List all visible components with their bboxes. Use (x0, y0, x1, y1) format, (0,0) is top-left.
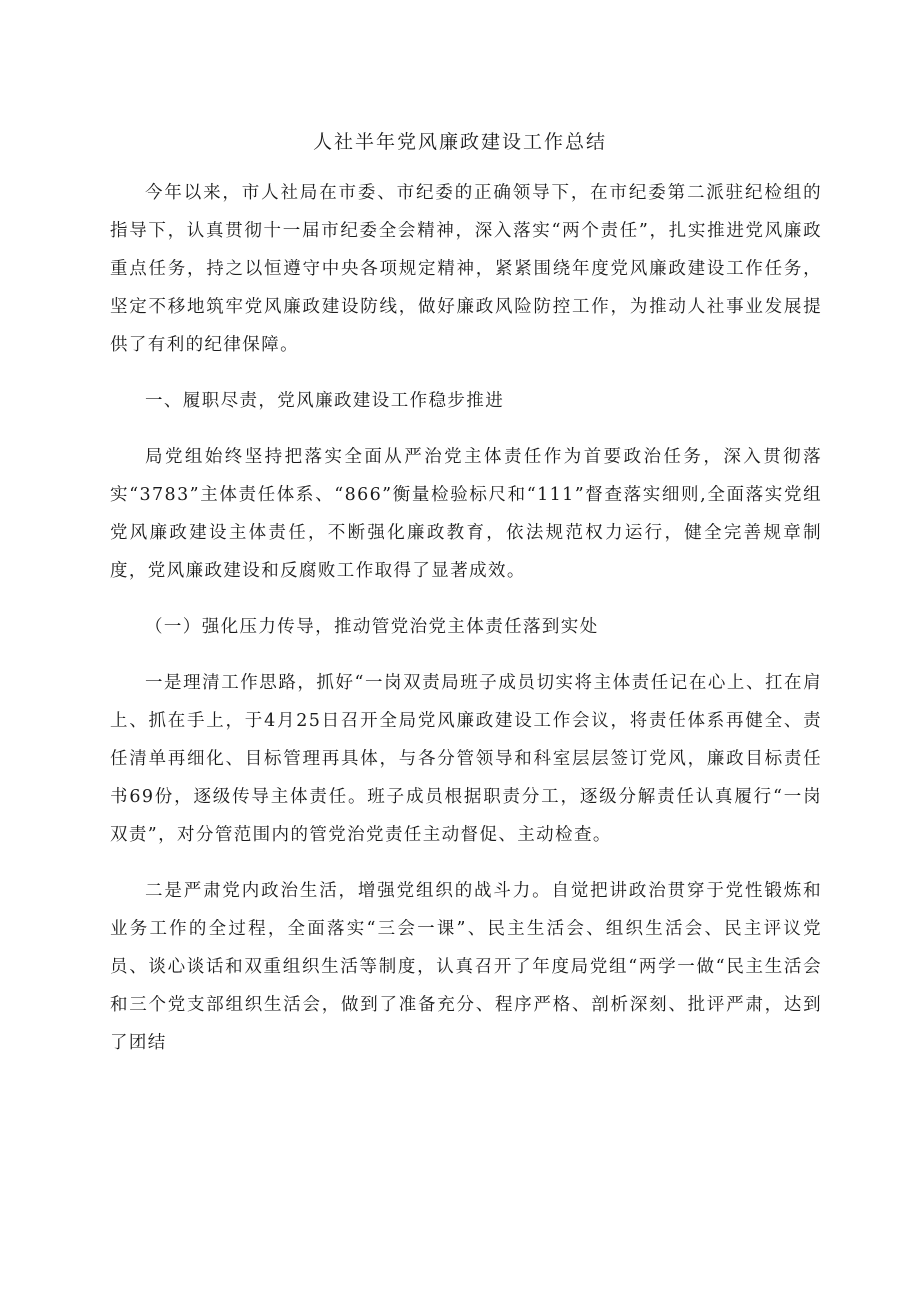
subsection-heading-1: （一）强化压力传导，推动管党治党主体责任落到实处 (145, 617, 599, 637)
document-body (110, 174, 822, 1080)
document-title: 人社半年党风廉政建设工作总结 (312, 131, 607, 153)
section-1-paragraph: 局党组始终坚持把落实全面从严治党主体责任作为首要政治任务，深入贯彻落实“3783”主体责任体系、“866”衡量检验标尺和“111”督查落实细则,全面落实党组党风廉政建设主体责任，不断强化廉政教育，依法规范权力运行，健全完善规章制度，党风廉政建设和反腐败工作取得了显著成效。 (110, 447, 822, 581)
item-two-paragraph: 二是严肃党内政治生活，增强党组织的战斗力。自觉把讲政治贯穿于党性锻炼和业务工作的全过程，全面落实“三会一课”、民主生活会、组织生活会、民主评议党员、谈心谈话和双重组织生活等制度，认真召开了年度局党组“两学一做“民主生活会和三个党支部组织生活会，做到了准备充分、程序严格、剖析深刻、批评严肃，达到了团结 (110, 881, 822, 1053)
item-one-paragraph: 一是理清工作思路，抓好“一岗双责局班子成员切实将主体责任记在心上、扛在肩上、抓在手上，于4月25日召开全局党风廉政建设工作会议，将责任体系再健全、责任清单再细化、目标管理再具体，与各分管领导和科室层层签订党风，廉政目标责任书69份，逐级传导主体责任。班子成员根据职责分工，逐级分解责任认真履行“一岗双责”，对分管范围内的管党治党责任主动督促、主动检查。 (110, 673, 822, 845)
section-heading-1: 一、履职尽责，党风廉政建设工作稳步推进 (145, 391, 505, 411)
intro-paragraph: 今年以来，市人社局在市委、市纪委的正确领导下，在市纪委第二派驻纪检组的指导下，认真贯彻十一届市纪委全会精神，深入落实“两个责任”，扎实推进党风廉政重点任务，持之以恒遵守中央各项规定精神，紧紧围绕年度党风廉政建设工作任务，坚定不移地筑牢党风廉政建设防线，做好廉政风险防控工作，为推动人社事业发展提供了有利的纪律保障。 (110, 183, 822, 355)
